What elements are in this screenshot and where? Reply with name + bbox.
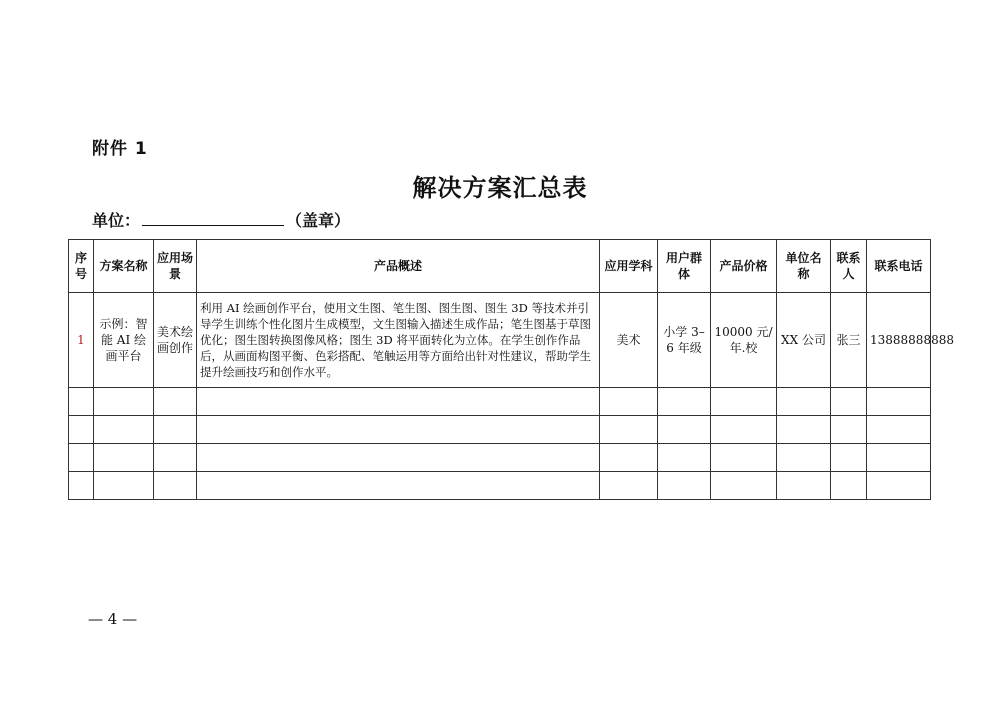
column-header: 联系电话 (867, 240, 931, 293)
empty-cell[interactable] (197, 388, 600, 416)
empty-cell[interactable] (831, 444, 867, 472)
row-index: 1 (69, 293, 94, 388)
attachment-label: 附件 1 (92, 139, 148, 159)
empty-cell[interactable] (154, 388, 197, 416)
empty-cell[interactable] (658, 388, 711, 416)
page-title: 解决方案汇总表 (412, 173, 588, 202)
empty-cell[interactable] (600, 416, 658, 444)
scenario-cell: 美术绘画创作 (154, 293, 197, 388)
empty-cell[interactable] (867, 388, 931, 416)
empty-cell[interactable] (711, 416, 777, 444)
empty-cell[interactable] (658, 472, 711, 500)
column-header: 应用场景 (154, 240, 197, 293)
empty-cell[interactable] (658, 444, 711, 472)
column-header: 产品价格 (711, 240, 777, 293)
price-cell: 10000 元/年.校 (711, 293, 777, 388)
empty-cell[interactable] (711, 444, 777, 472)
empty-cell[interactable] (831, 472, 867, 500)
empty-cell[interactable] (777, 416, 831, 444)
solution-summary-table (68, 239, 954, 500)
empty-cell[interactable] (69, 444, 94, 472)
empty-cell[interactable] (69, 416, 94, 444)
subject-cell: 美术 (600, 293, 658, 388)
empty-cell[interactable] (658, 416, 711, 444)
empty-cell[interactable] (777, 388, 831, 416)
empty-cell[interactable] (197, 444, 600, 472)
empty-cell[interactable] (69, 388, 94, 416)
solution-name-cell: 示例：智能 AI 绘画平台 (94, 293, 154, 388)
empty-cell[interactable] (711, 472, 777, 500)
empty-cell[interactable] (831, 388, 867, 416)
empty-cell[interactable] (777, 472, 831, 500)
empty-cell[interactable] (197, 472, 600, 500)
unit-line (92, 208, 350, 231)
empty-cell[interactable] (197, 416, 600, 444)
empty-cell[interactable] (600, 444, 658, 472)
empty-cell[interactable] (154, 472, 197, 500)
table-row-empty (69, 444, 931, 472)
contact-cell: 张三 (831, 293, 867, 388)
column-header: 应用学科 (600, 240, 658, 293)
column-header: 产品概述 (197, 240, 600, 293)
empty-cell[interactable] (600, 388, 658, 416)
column-header: 方案名称 (94, 240, 154, 293)
empty-cell[interactable] (600, 472, 658, 500)
user-group-cell: 小学 3–6 年级 (658, 293, 711, 388)
empty-cell[interactable] (867, 444, 931, 472)
unit-label: 单位： (92, 211, 141, 230)
empty-cell[interactable] (94, 472, 154, 500)
empty-cell[interactable] (94, 388, 154, 416)
empty-cell[interactable] (711, 388, 777, 416)
overview-cell: 利用 AI 绘画创作平台，使用文生图、笔生图、图生图、图生 3D 等技术并引导学生训练个性化图片生成模型，文生图输入描述生成作品；笔生图基于草图优化；图生图转换图像风格；图生 3D 将平面转化为立体。在学生创作作品后，从画面构图平衡、色彩搭配、笔触运用等方面给出针对性建议，帮助学生提升绘画技巧和创作水平。 (197, 293, 600, 388)
company-cell: XX 公司 (777, 293, 831, 388)
column-header: 单位名称 (777, 240, 831, 293)
column-header: 用户群体 (658, 240, 711, 293)
table-row-empty (69, 388, 931, 416)
empty-cell[interactable] (154, 416, 197, 444)
empty-cell[interactable] (94, 416, 154, 444)
empty-cell[interactable] (777, 444, 831, 472)
table-row (69, 293, 931, 388)
empty-cell[interactable] (867, 472, 931, 500)
empty-cell[interactable] (831, 416, 867, 444)
phone-cell: 13888888888 (867, 293, 931, 388)
unit-blank-field[interactable] (142, 211, 284, 226)
column-header: 联系人 (831, 240, 867, 293)
page-number: — 4 — (88, 610, 138, 628)
table-header-row (69, 240, 931, 293)
empty-cell[interactable] (94, 444, 154, 472)
table-row-empty (69, 416, 931, 444)
empty-cell[interactable] (867, 416, 931, 444)
table-row-empty (69, 472, 931, 500)
column-header: 序号 (69, 240, 94, 293)
empty-cell[interactable] (154, 444, 197, 472)
empty-cell[interactable] (69, 472, 94, 500)
seal-label: （盖章） (286, 211, 351, 230)
